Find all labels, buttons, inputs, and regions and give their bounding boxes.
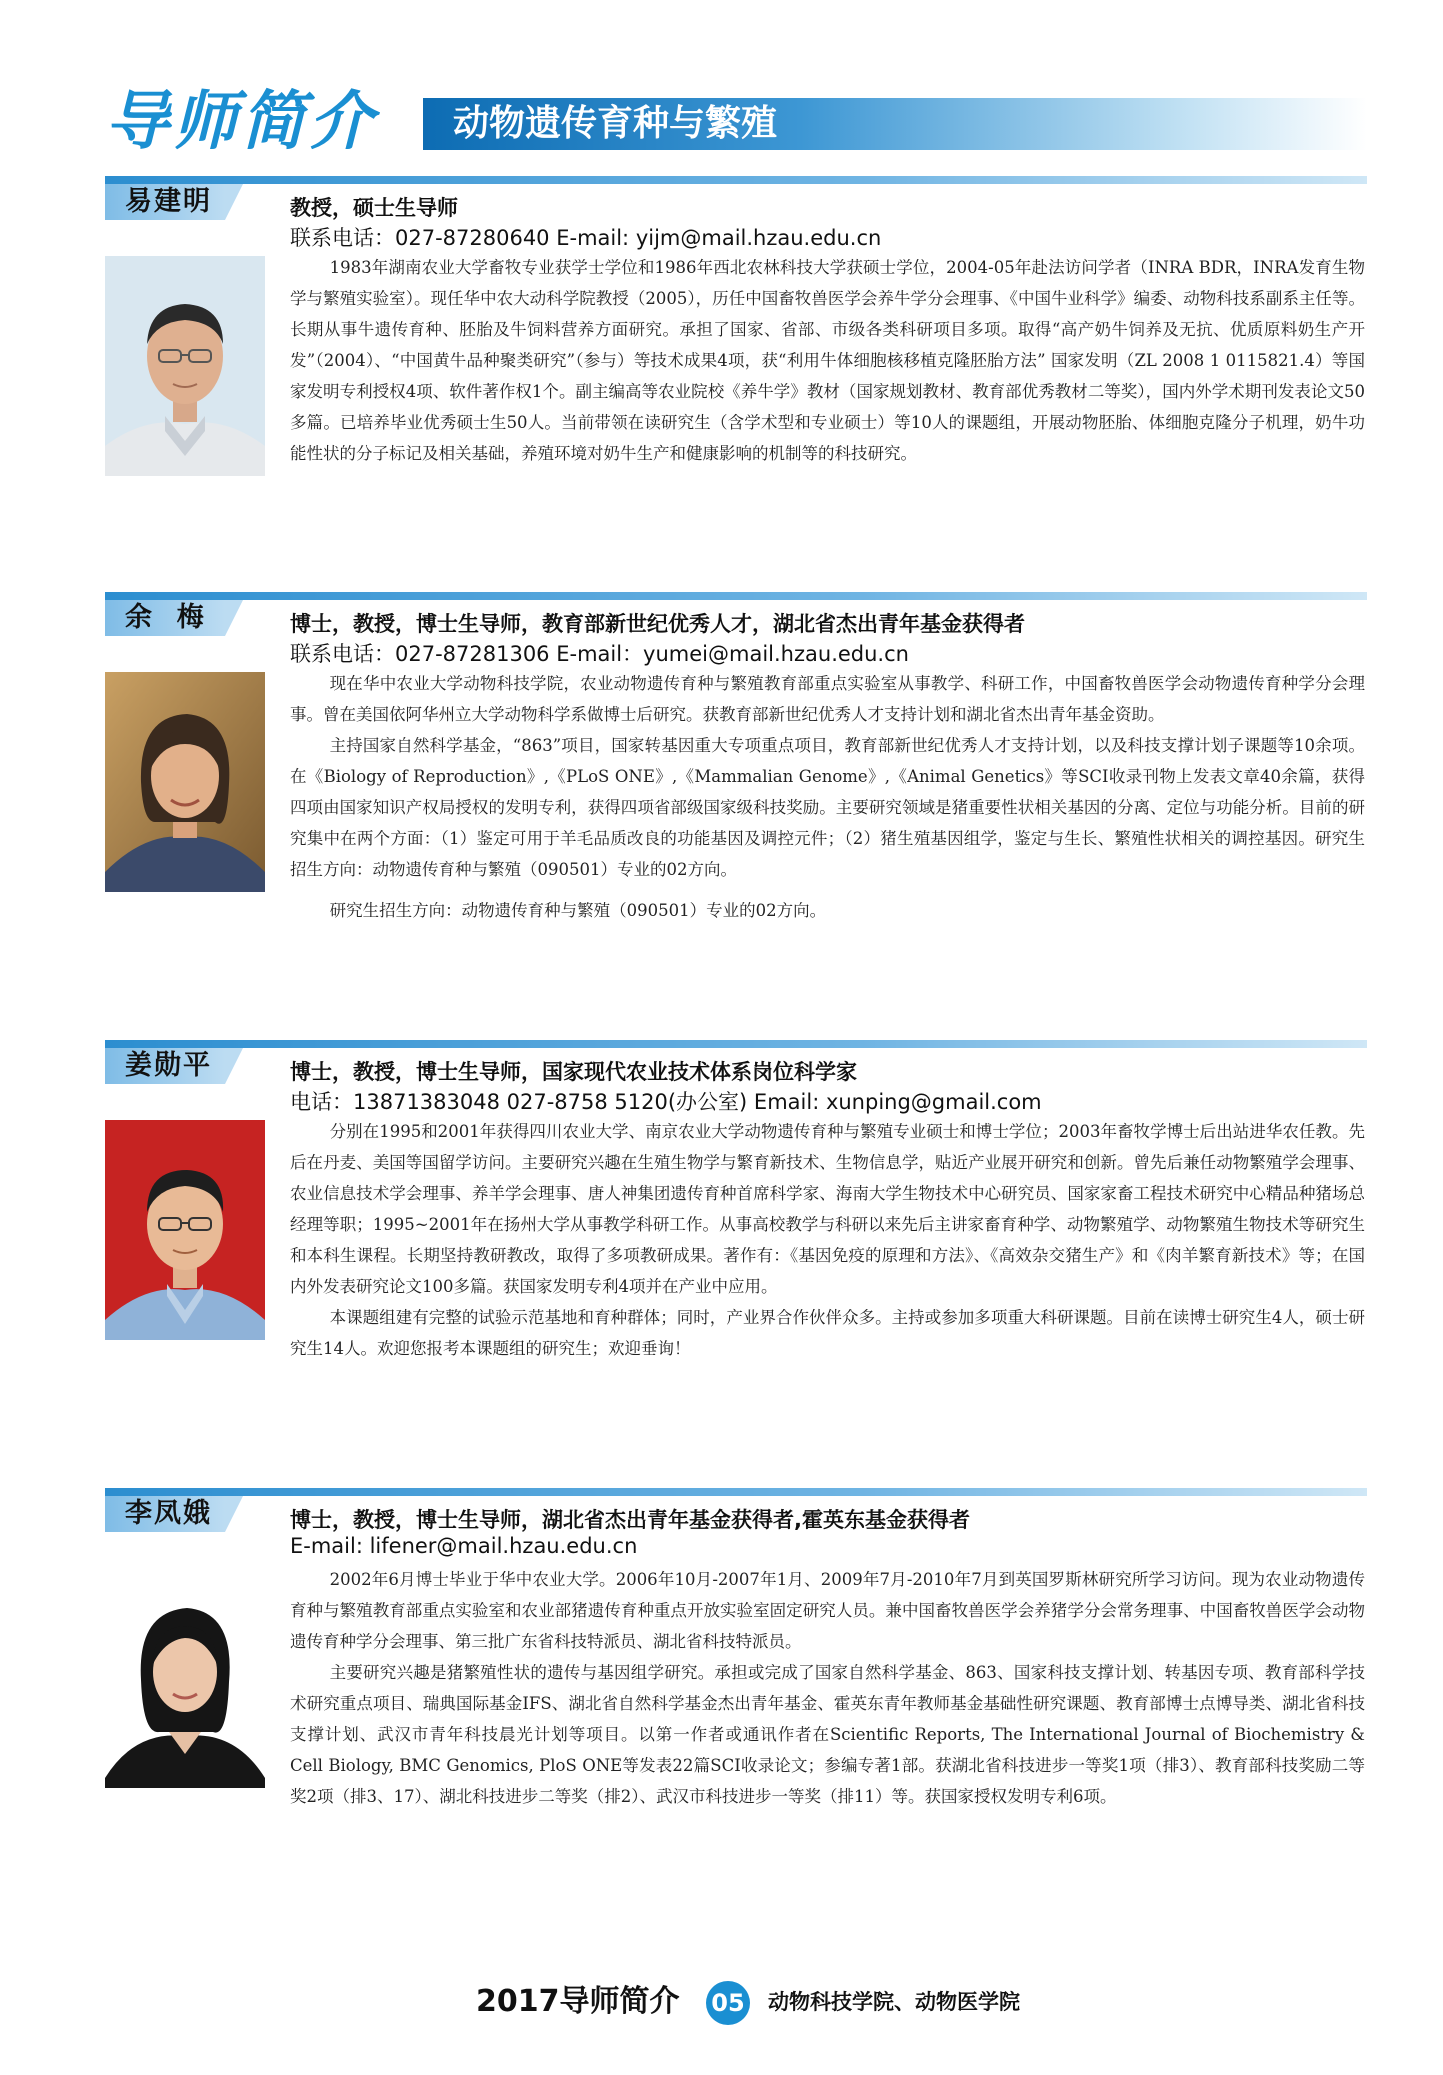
- section-divider: [105, 592, 1367, 600]
- advisor-contact: 联系电话：027-87280640 E-mail: yijm@mail.hzau.edu.cn: [290, 226, 882, 250]
- bio-paragraph: 分别在1995和2001年获得四川农业大学、南京农业大学动物遗传育种与繁殖专业硕士和博士学位；2003年畜牧学博士后出站进华农任教。先后在丹麦、美国等国留学访问。主要研究兴趣在生殖生物学与繁育新技术、生物信息学，贴近产业展开研究和创新。曾先后兼任动物繁殖学会理事、农业信息技术学会理事、养羊学会理事、唐人神集团遗传育种首席科学家、海南大学生物技术中心研究员、国家家畜工程技术研究中心精品种猪场总经理等职；1995~2001年在扬州大学从事教学科研工作。从事高校教学与科研以来先后主讲家畜育种学、动物繁殖学、动物繁殖生物技术等研究生和本科生课程。长期坚持教研教改，取得了多项教研成果。著作有：《基因免疫的原理和方法》、《高效杂交猪生产》和《肉羊繁育新技术》等；在国内外发表研究论文100多篇。获国家发明专利4项并在产业中应用。: [290, 1122, 1365, 1296]
- section-divider: [105, 1040, 1367, 1048]
- bio-paragraph: 主持国家自然科学基金，“863”项目，国家转基因重大专项重点项目，教育部新世纪优秀人才支持计划，以及科技支撑计划子课题等10余项。在《Biology of Reproduction》,《PLoS ONE》,《Mammalian Genome》,《Animal Genetics》等SCI收录刊物上发表文章40余篇，获得四项由国家知识产权局授权的发明专利，获得四项省部级国家级科技奖励。主要研究领域是猪重要性状相关基因的分离、定位与功能分析。目前的研究集中在两个方面：（1）鉴定可用于羊毛品质改良的功能基因及调控元件；（2）猪生殖基因组学，鉴定与生长、繁殖性状相关的调控基因。研究生招生方向：动物遗传育种与繁殖（090501）专业的02方向。: [290, 736, 1365, 879]
- advisor-title: 教授，硕士生导师: [290, 196, 458, 220]
- section-divider: [105, 176, 1367, 184]
- page-footer: [0, 1976, 1443, 2028]
- header-bar: [423, 98, 1367, 150]
- advisor-bio: [290, 1564, 1365, 1812]
- advisor-contact: 联系电话：027-87281306 E-mail：yumei@mail.hzau.edu.cn: [290, 642, 909, 666]
- advisor-name: 姜勋平: [125, 1050, 212, 1081]
- bio-paragraph: 研究生招生方向：动物遗传育种与繁殖（090501）专业的02方向。: [329, 901, 827, 920]
- bio-paragraph: 主要研究兴趣是猪繁殖性状的遗传与基因组学研究。承担或完成了国家自然科学基金、863、国家科技支撑计划、转基因专项、教育部科学技术研究重点项目、瑞典国际基金IFS、湖北省自然科学基金杰出青年基金、霍英东青年教师基金基础性研究课题、教育部博士点博导类、湖北省科技支撑计划、武汉市青年科技晨光计划等项目。以第一作者或通讯作者在Scientific Reports, The International Journal of Biochemistry & Cell Biology, BMC Genomics, PloS ONE等发表22篇SCI收录论文；参编专著1部。获湖北省科技进步一等奖1项（排3）、教育部科技奖励二等奖2项（排3、17）、湖北科技进步二等奖（排2）、武汉市科技进步一等奖（排11）等。获国家授权发明专利6项。: [290, 1663, 1365, 1806]
- advisor-photo: [105, 1568, 265, 1788]
- advisor-name: 余 梅: [125, 602, 206, 633]
- name-tag: [105, 600, 225, 636]
- advisor-name: 易建明: [125, 186, 212, 217]
- advisor-photo: [105, 1120, 265, 1340]
- advisor-bio: [290, 668, 1365, 926]
- advisor-bio: [290, 252, 1365, 469]
- bio-paragraph: 2002年6月博士毕业于华中农业大学。2006年10月-2007年1月、2009年7月-2010年7月到英国罗斯林研究所学习访问。现为农业动物遗传育种与繁殖教育部重点实验室和农业部猪遗传育种重点开放实验室固定研究人员。兼中国畜牧兽医学会养猪学分会常务理事、中国畜牧兽医学会动物遗传育种学分会理事、第三批广东省科技特派员、湖北省科技特派员。: [290, 1570, 1365, 1651]
- bio-paragraph: 本课题组建有完整的试验示范基地和育种群体；同时，产业界合作伙伴众多。主持或参加多项重大科研课题。目前在读博士研究生4人，硕士研究生14人。欢迎您报考本课题组的研究生；欢迎垂询！: [290, 1308, 1365, 1358]
- advisor-photo: [105, 256, 265, 476]
- advisor-title: 博士，教授，博士生导师，湖北省杰出青年基金获得者,霍英东基金获得者: [290, 1508, 970, 1532]
- page-header: [105, 85, 1367, 159]
- advisor-contact: E-mail: lifener@mail.hzau.edu.cn: [290, 1534, 638, 1558]
- footer-org: 动物科技学院、动物医学院: [768, 1990, 1020, 2014]
- footer-title: 2017导师简介: [476, 1984, 680, 2019]
- name-tag: [105, 184, 225, 220]
- page-title: 导师简介: [105, 85, 377, 159]
- bio-paragraph: 1983年湖南农业大学畜牧专业获学士学位和1986年西北农林科技大学获硕士学位，2004-05年赴法访问学者（INRA BDR，INRA发育生物学与繁殖实验室）。现任华中农大动科学院教授（2005），历任中国畜牧兽医学会养牛学分会理事、《中国牛业科学》编委、动物科技系副系主任等。长期从事牛遗传育种、胚胎及牛饲料营养方面研究。承担了国家、省部、市级各类科研项目多项。取得“高产奶牛饲养及无抗、优质原料奶生产开发”（2004）、“中国黄牛品种聚类研究”（参与）等技术成果4项，获“利用牛体细胞核移植克隆胚胎方法” 国家发明（ZL 2008 1 0115821.4）等国家发明专利授权4项、软件著作权1个。副主编高等农业院校《养牛学》教材（国家规划教材、教育部优秀教材二等奖），国内外学术期刊发表论文50多篇。已培养毕业优秀硕士生50人。当前带领在读研究生（含学术型和专业硕士）等10人的课题组，开展动物胚胎、体细胞克隆分子机理，奶牛功能性状的分子标记及相关基础，养殖环境对奶牛生产和健康影响的机制等的科技研究。: [290, 258, 1365, 463]
- advisor-name: 李凤娥: [125, 1498, 212, 1529]
- name-tag: [105, 1496, 225, 1532]
- page-number-badge: 05: [706, 1981, 750, 2025]
- advisor-contact: 电话：13871383048 027-8758 5120(办公室) Email: xunping@gmail.com: [290, 1090, 1042, 1114]
- name-tag: [105, 1048, 225, 1084]
- section-divider: [105, 1488, 1367, 1496]
- advisor-photo: [105, 672, 265, 892]
- advisor-title: 博士，教授，博士生导师，教育部新世纪优秀人才，湖北省杰出青年基金获得者: [290, 612, 1025, 636]
- advisor-bio: [290, 1116, 1365, 1364]
- bio-paragraph: 现在华中农业大学动物科技学院，农业动物遗传育种与繁殖教育部重点实验室从事教学、科研工作，中国畜牧兽医学会动物遗传育种学分会理事。曾在美国依阿华州立大学动物科学系做博士后研究。获教育部新世纪优秀人才支持计划和湖北省杰出青年基金资助。: [290, 674, 1365, 724]
- page-subtitle: 动物遗传育种与繁殖: [453, 103, 778, 144]
- advisor-title: 博士，教授，博士生导师，国家现代农业技术体系岗位科学家: [290, 1060, 857, 1084]
